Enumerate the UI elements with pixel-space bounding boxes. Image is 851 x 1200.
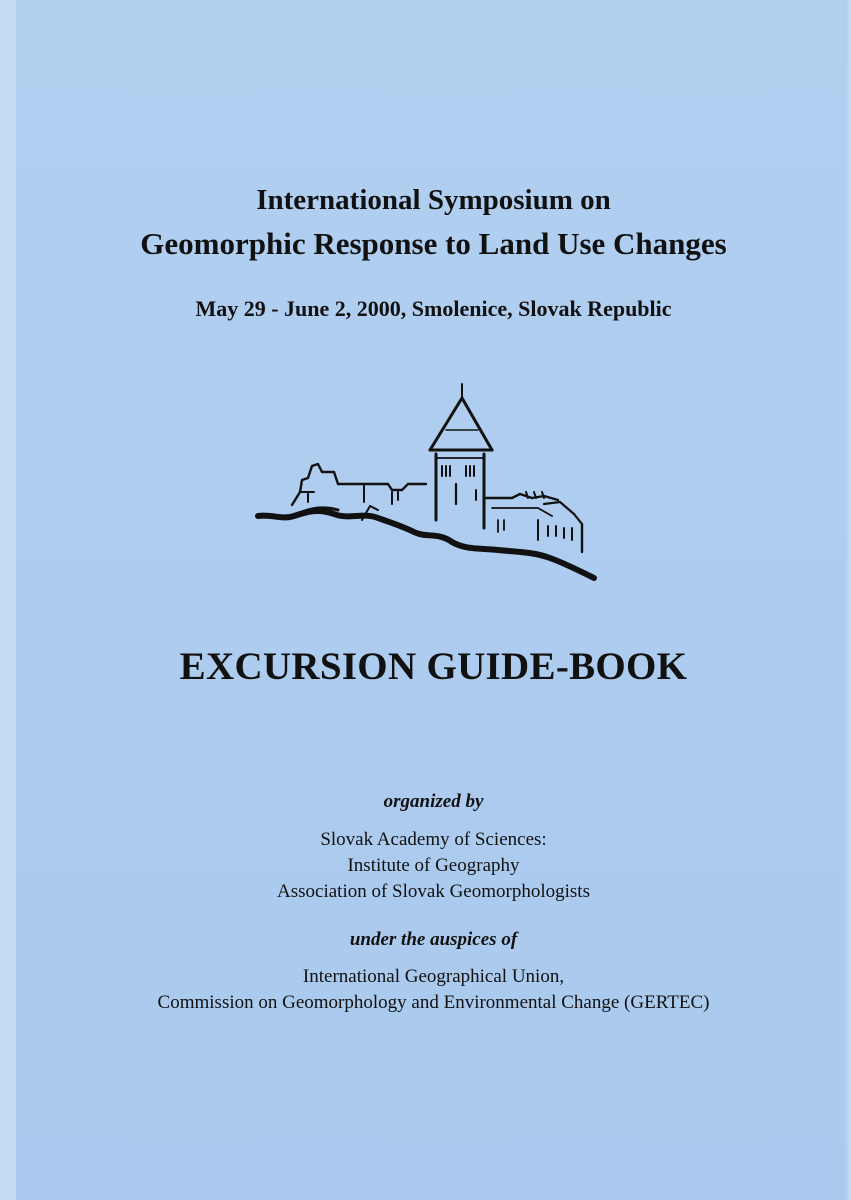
castle-illustration bbox=[242, 380, 602, 590]
auspices-line: International Geographical Union, bbox=[302, 966, 565, 987]
auspices-label: under the auspices of bbox=[349, 929, 518, 950]
organizer-line: Association of Slovak Geomorphologists bbox=[277, 881, 590, 902]
organizer-line: Institute of Geography bbox=[347, 855, 520, 876]
dates-location: May 29 - June 2, 2000, Smolenice, Slovak Republic bbox=[195, 296, 672, 321]
auspices-line: Commission on Geomorphology and Environmental Change (GERTEC) bbox=[157, 992, 710, 1013]
symposium-title-line1: International Symposium on bbox=[256, 184, 611, 216]
organized-by-label: organized by bbox=[383, 791, 484, 812]
document-type-title: EXCURSION GUIDE-BOOK bbox=[179, 645, 688, 688]
symposium-title-line2: Geomorphic Response to Land Use Changes bbox=[140, 226, 727, 261]
organizer-line: Slovak Academy of Sciences: bbox=[320, 829, 547, 850]
